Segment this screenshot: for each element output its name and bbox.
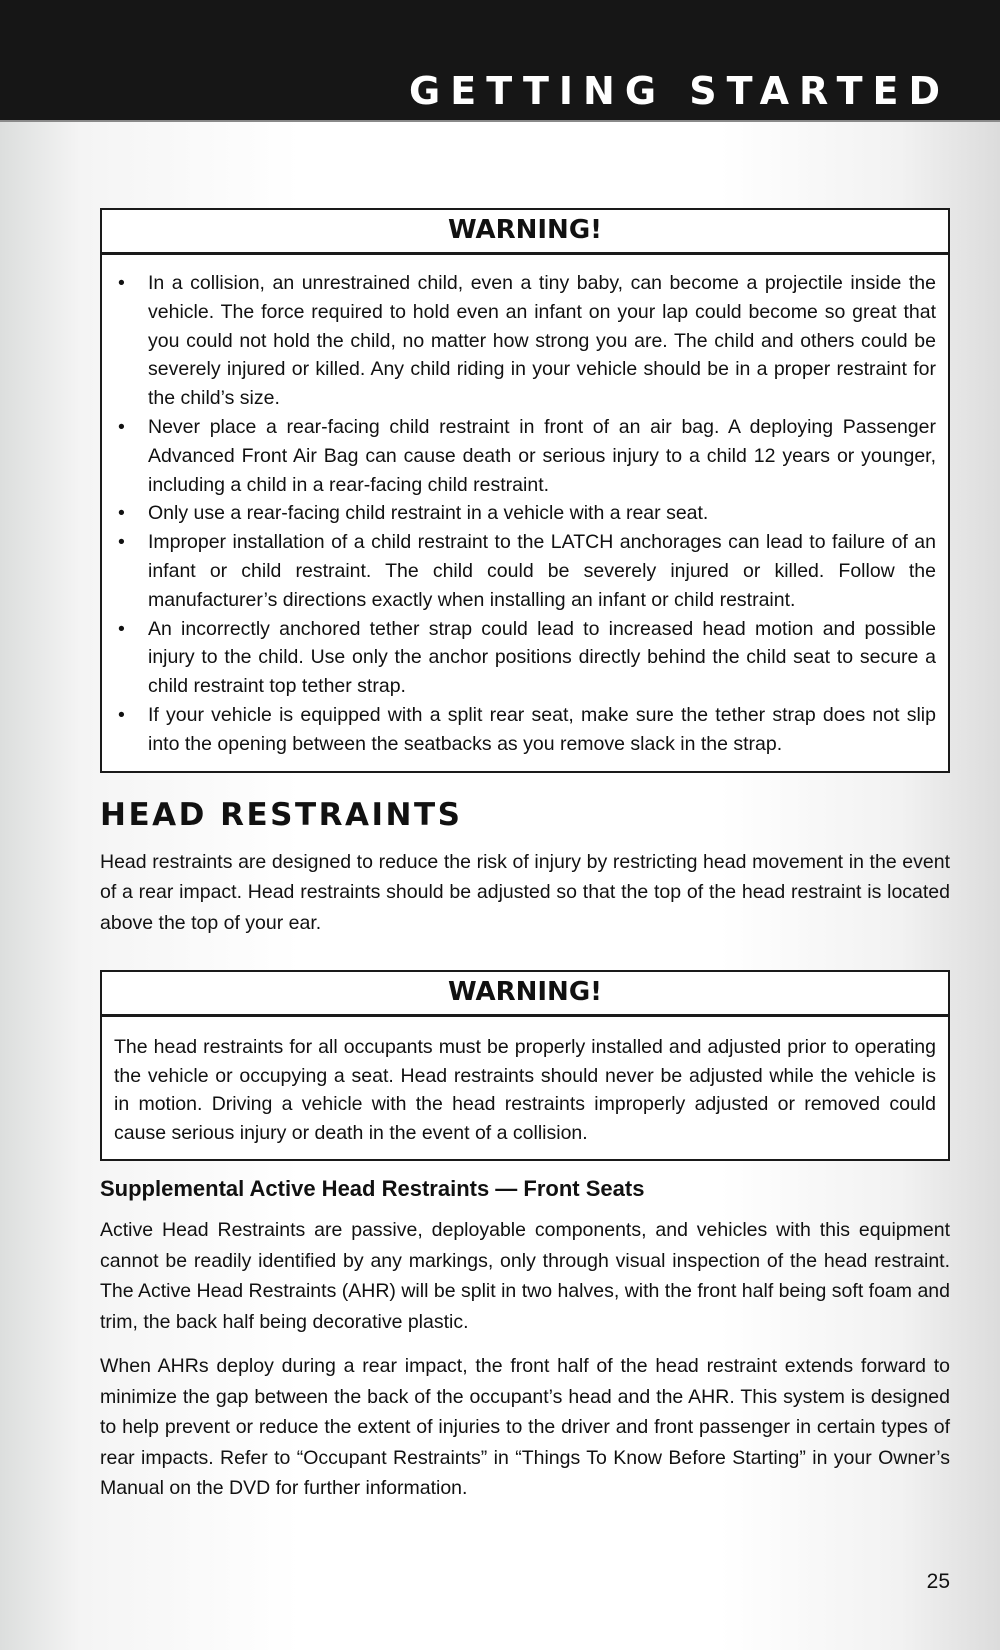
head-restraint-warning-box bbox=[100, 970, 950, 1161]
spacer bbox=[100, 952, 950, 970]
bullet-icon: • bbox=[118, 272, 125, 294]
active-head-restraints-heading: Supplemental Active Head Restraints — Front Seats bbox=[100, 1176, 645, 1202]
head-restraints-heading: HEAD RESTRAINTS bbox=[100, 796, 463, 833]
chapter-header-bar bbox=[0, 0, 1000, 122]
warning-item-text: An incorrectly anchored tether strap could lead to increased head motion and possible injury to the child. Use only the anchor positions directly behind the child seat to secure a child restraint top tether strap. bbox=[148, 617, 936, 698]
bullet-icon: • bbox=[118, 617, 125, 640]
warning-item-text: Only use a rear-facing child restraint in a vehicle with a rear seat. bbox=[148, 502, 709, 525]
child-restraint-warning-box bbox=[100, 208, 950, 773]
bullet-icon: • bbox=[118, 502, 125, 525]
bullet-icon: • bbox=[118, 703, 125, 726]
active-head-restraints-paragraph: When AHRs deploy during a rear impact, the front half of the head restraint extends forward to minimize the gap between the back of the occupant’s head and the AHR. This system is designed to help prevent or reduce the extent of injuries to the driver and front passenger in certain types of rear impacts. Refer to “Occupant Restraints” in “Things To Know Before Starting” in your Owner’s Manual on the DVD for further information. bbox=[100, 1355, 950, 1500]
warning-list-item bbox=[114, 413, 936, 499]
page-content bbox=[100, 208, 950, 1518]
bullet-icon: • bbox=[118, 415, 125, 438]
warning-title: WARNING! bbox=[102, 972, 948, 1017]
warning-item-text: Never place a rear-facing child restraint in front of an air bag. A deploying Passenger Advanced Front Air Bag can cause death or serious injury to a child 12 years or younger, including a child in a rear-facing child restraint. bbox=[148, 415, 936, 496]
warning-item-text: In a collision, an unrestrained child, even a tiny baby, can become a projectile inside the vehicle. The force required to hold even an infant on your lap could become so great that you could not hold the child, no matter how strong you are. The child and others could be severely injured or killed. Any child riding in your vehicle should be in a proper restraint for the child’s size. bbox=[148, 272, 936, 410]
chapter-title: GETTING STARTED bbox=[409, 69, 950, 113]
active-head-restraints-paragraph: Active Head Restraints are passive, deployable components, and vehicles with this equipment cannot be readily identified by any markings, only through visual inspection of the head restraint. The Active Head Restraints (AHR) will be split in two halves, with the front half being soft foam and trim, the back half being decorative plastic. bbox=[100, 1219, 950, 1333]
warning-list-item bbox=[114, 701, 936, 759]
warning-list-item bbox=[114, 615, 936, 701]
warning-title: WARNING! bbox=[102, 210, 948, 255]
warning-list-item bbox=[114, 499, 936, 528]
warning-list bbox=[102, 255, 948, 771]
warning-list-item bbox=[114, 269, 936, 413]
head-restraints-intro: Head restraints are designed to reduce the risk of injury by restricting head movement in the event of a rear impact. Head restraints should be adjusted so that the top of the head restraint is located above the top of your ear. bbox=[100, 850, 950, 934]
bullet-icon: • bbox=[118, 531, 125, 554]
warning-item-text: Improper installation of a child restraint to the LATCH anchorages can lead to failure of an infant or child restraint. The child could be severely injured or killed. Follow the manufacturer’s directions exactly when installing an infant or child restraint. bbox=[148, 531, 936, 611]
page-number: 25 bbox=[926, 1570, 950, 1593]
warning-text: The head restraints for all occupants must be properly installed and adjusted prior to operating the vehicle or occupying a seat. Head restraints should never be adjusted while the vehicle is in motion. Driving a vehicle with the head restraints improperly adjusted or removed could cause serious injury or death in the event of a collision. bbox=[114, 1036, 936, 1144]
warning-list-item bbox=[114, 528, 936, 614]
warning-item-text: If your vehicle is equipped with a split rear seat, make sure the tether strap does not slip into the opening between the seatbacks as you remove slack in the strap. bbox=[148, 703, 936, 755]
